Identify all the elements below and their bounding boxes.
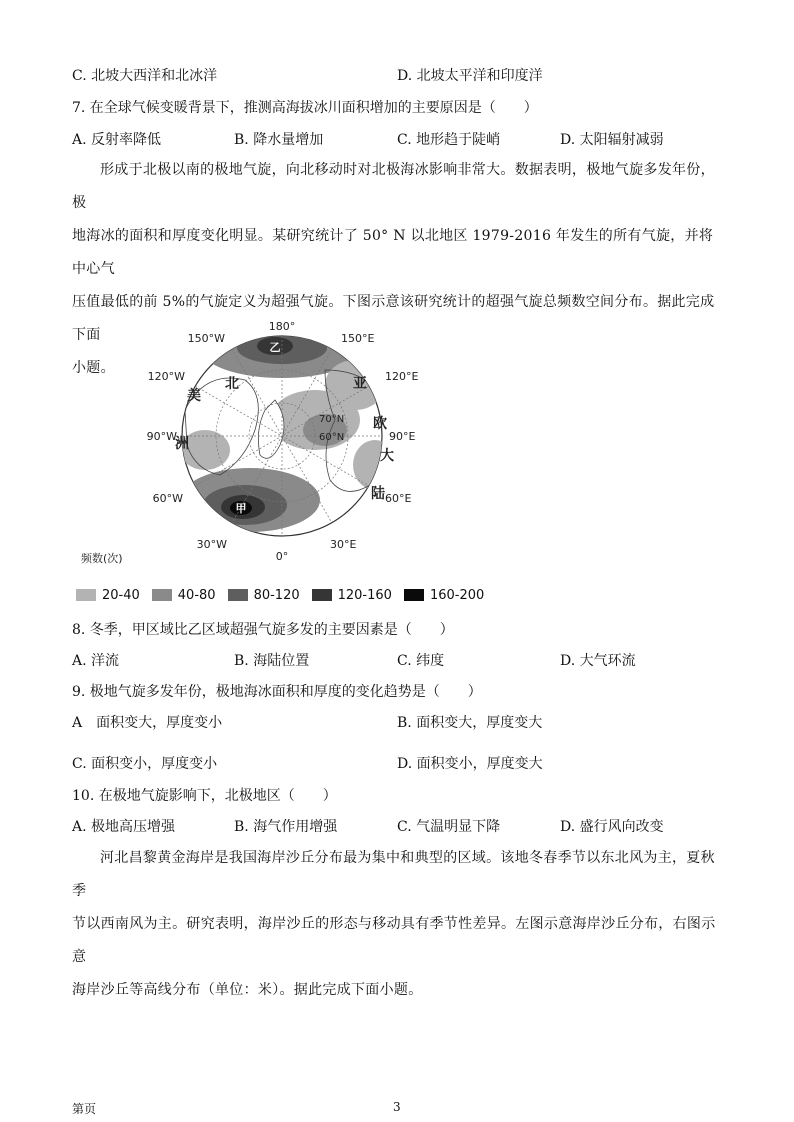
- label-yi: 乙: [269, 341, 281, 354]
- q10-option-d: D. 盛行风向改变: [560, 819, 664, 835]
- q10-stem: 10. 在极地气旋影响下，北极地区（ ）: [72, 788, 337, 804]
- q10-option-b: B. 海气作用增强: [234, 819, 338, 835]
- legend-swatch-40-80: [152, 589, 172, 601]
- label-lat-60n: 60°N: [319, 432, 345, 443]
- label-lat-70n: 70°N: [319, 414, 345, 425]
- passage1-line2: 地海冰的面积和厚度变化明显。某研究统计了 50° N 以北地区 1979-2016 年发生的所有气旋，并将中心气: [72, 228, 714, 277]
- label-lu: 陆: [371, 486, 385, 502]
- label-lon-0: 0°: [275, 550, 289, 563]
- frequency-legend: [76, 585, 496, 605]
- label-lon-90e: 90°E: [389, 430, 416, 443]
- passage1-line1: 形成于北极以南的极地气旋，向北移动时对北极海冰影响非常大。数据表明，极地气旋多发年份，极: [72, 162, 715, 211]
- q10-option-c: C. 气温明显下降: [397, 819, 501, 835]
- label-da: 大: [380, 448, 394, 464]
- label-lon-120w: 120°W: [147, 370, 185, 383]
- legend-item-40-80: [152, 588, 216, 603]
- q8-option-d: D. 大气环流: [560, 653, 636, 669]
- legend-item-120-160: [312, 588, 392, 603]
- legend-label-160-200: 160-200: [429, 587, 485, 603]
- legend-swatch-80-120: [228, 589, 248, 601]
- q6-option-d: D. 北坡太平洋和印度洋: [397, 68, 543, 84]
- label-lon-30e: 30°E: [330, 538, 357, 551]
- legend-label-80-120: 80-120: [253, 587, 300, 603]
- legend-item-160-200: [404, 588, 484, 603]
- label-jia: 甲: [235, 502, 247, 515]
- q8-option-c: C. 纬度: [397, 653, 445, 669]
- label-mei: 美: [187, 388, 201, 404]
- passage2-line3: 海岸沙丘等高线分布（单位：米）。据此完成下面小题。: [72, 982, 423, 998]
- label-bei: 北: [225, 376, 239, 392]
- passage2-line2: 节以西南风为主。研究表明，海岸沙丘的形态与移动具有季节性差异。左图示意海岸沙丘分布，右图示意: [72, 916, 716, 965]
- passage1-line3: 压值最低的前 5%的气旋定义为超强气旋。下图示意该研究统计的超强气旋总频数空间分布。据此完成下面: [72, 294, 715, 343]
- q9-option-c: C. 面积变小，厚度变小: [72, 756, 218, 772]
- legend-swatch-160-200: [404, 589, 424, 601]
- q8-option-b: B. 海陆位置: [234, 653, 310, 669]
- legend-label-120-160: 120-160: [337, 587, 392, 603]
- q7-option-a: A. 反射率降低: [72, 132, 162, 148]
- q7-stem: 7. 在全球气候变暖背景下，推测高海拔冰川面积增加的主要原因是（ ）: [72, 100, 538, 116]
- q7-option-c: C. 地形趋于陡峭: [397, 132, 501, 148]
- legend-item-20-40: [76, 588, 140, 603]
- q7-option-b: B. 降水量增加: [234, 132, 324, 148]
- q8-stem: 8. 冬季，甲区域比乙区域超强气旋多发的主要因素是（ ）: [72, 622, 454, 638]
- legend-item-80-120: [228, 588, 300, 603]
- label-lon-150w: 150°W: [187, 332, 225, 345]
- footer-page-label: 第页: [72, 1102, 97, 1116]
- label-lon-180: 180°: [268, 320, 296, 333]
- footer-page-number: 3: [393, 1100, 401, 1114]
- label-zhou: 洲: [175, 436, 189, 452]
- label-lon-150e: 150°E: [341, 332, 375, 345]
- label-ou: 欧: [373, 416, 387, 432]
- label-lon-120e: 120°E: [385, 370, 419, 383]
- q9-option-d: D. 面积变小，厚度变大: [397, 756, 543, 772]
- q9-stem: 9. 极地气旋多发年份，极地海冰面积和厚度的变化趋势是（ ）: [72, 684, 482, 700]
- legend-label-20-40: 20-40: [102, 587, 140, 603]
- q8-option-a: A. 洋流: [72, 653, 120, 669]
- legend-label-40-80: 40-80: [177, 587, 216, 603]
- label-lon-60w: 60°W: [152, 492, 183, 505]
- polar-cyclone-map: [75, 300, 495, 605]
- label-lon-30w: 30°W: [196, 538, 227, 551]
- q9-option-a: A 面积变大，厚度变小: [72, 715, 223, 731]
- q7-option-d: D. 太阳辐射减弱: [560, 132, 664, 148]
- polar-map-svg: [75, 300, 495, 585]
- passage1-line4: 小题。: [72, 360, 115, 376]
- q9-option-b: B. 面积变大，厚度变大: [397, 715, 543, 731]
- legend-swatch-120-160: [312, 589, 332, 601]
- label-lon-60e: 60°E: [385, 492, 412, 505]
- label-lon-90w: 90°W: [146, 430, 177, 443]
- q10-option-a: A. 极地高压增强: [72, 819, 176, 835]
- q6-option-c: C. 北坡大西洋和北冰洋: [72, 68, 218, 84]
- passage2-line1: 河北昌黎黄金海岸是我国海岸沙丘分布最为集中和典型的区域。该地冬春季节以东北风为主，夏秋季: [72, 850, 715, 899]
- legend-swatch-20-40: [76, 589, 96, 601]
- label-ya: 亚: [353, 376, 367, 392]
- legend-unit-label: 频数(次): [81, 552, 123, 565]
- passage-coastal-dunes: [72, 842, 722, 1007]
